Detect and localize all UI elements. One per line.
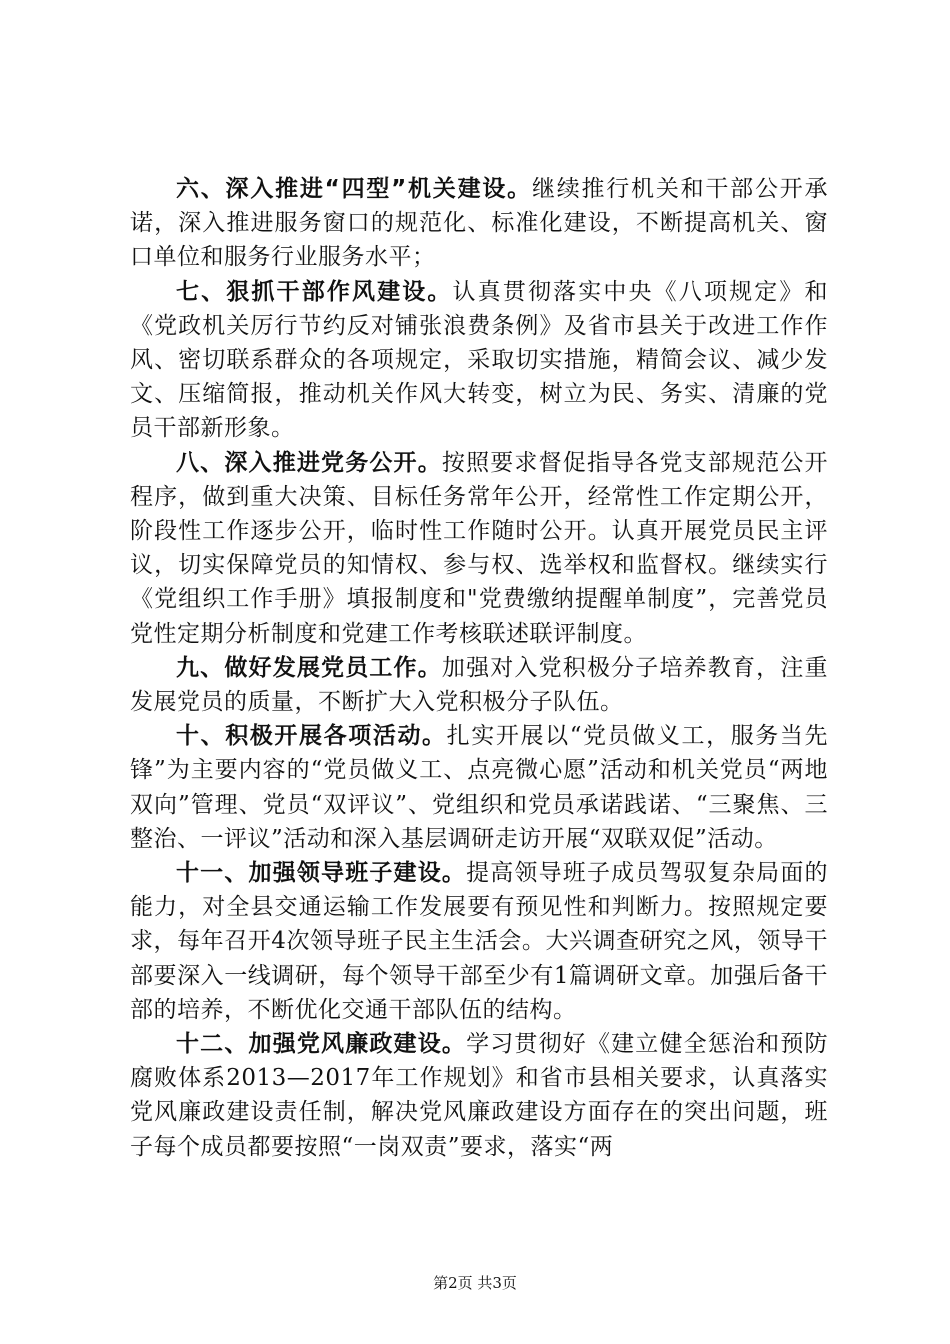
paragraph-11 <box>130 856 828 1027</box>
paragraph-heading: 六、深入推进“四型”机关建设。 <box>176 176 532 202</box>
paragraph-heading: 十二、加强党风廉政建设。 <box>176 1031 467 1058</box>
paragraph-text: 学习贯彻好《建立健全惩治和预防腐败体系2013—2017年工作规划》和省市县相关要求，认真落实党风廉政建设责任制，解决党风廉政建设方面存在的突出问题，班子每个成员都要按照“一岗双责”要求，落实“两 <box>130 1031 829 1160</box>
paragraph-heading: 八、深入推进党务公开。 <box>176 449 442 476</box>
paragraph-heading: 十、积极开展各项活动。 <box>176 723 447 750</box>
paragraph-heading: 七、狠抓干部作风建设。 <box>176 278 453 305</box>
paragraph-7 <box>130 275 828 446</box>
paragraph-text: 提高领导班子成员驾驭复杂局面的能力，对全县交通运输工作发展要有预见性和判断力。按照规定要求，每年召开4次领导班子民主生活会。大兴调查研究之风，领导干部要深入一线调研，每个领导干部至少有1篇调研文章。加强后备干部的培养，不断优化交通干部队伍的结构。 <box>130 860 829 1023</box>
page-footer: 第2页 共3页 <box>433 1274 517 1292</box>
paragraph-10 <box>130 719 828 856</box>
document-body <box>130 172 828 1164</box>
paragraph-12 <box>130 1027 828 1164</box>
paragraph-heading: 九、做好发展党员工作。 <box>176 654 442 681</box>
paragraph-6 <box>130 172 828 275</box>
paragraph-9 <box>130 651 828 719</box>
paragraph-text: 继续推行机关和干部公开承诺，深入推进服务窗口的规范化、标准化建设，不断提高机关、窗口单位和服务行业服务水平； <box>130 176 829 271</box>
paragraph-8 <box>130 446 828 651</box>
paragraph-text: 加强对入党积极分子培养教育，注重发展党员的质量，不断扩大入党积极分子队伍。 <box>130 654 829 716</box>
paragraph-text: 认真贯彻落实中央《八项规定》和《党政机关厉行节约反对铺张浪费条例》及省市县关于改进工作作风、密切联系群众的各项规定，采取切实措施，精简会议、减少发文、压缩简报，推动机关作风大转变，树立为民、务实、清廉的党员干部新形象。 <box>130 278 829 442</box>
paragraph-heading: 十一、加强领导班子建设。 <box>176 860 467 887</box>
paragraph-text: 按照要求督促指导各党支部规范公开程序，做到重大决策、目标任务常年公开，经常性工作定期公开，阶段性工作逐步公开，临时性工作随时公开。认真开展党员民主评议，切实保障党员的知情权、参与权、选举权和监督权。继续实行《党组织工作手册》填报制度和"党费缴纳提醒单制度”，完善党员党性定期分析制度和党建工作考核联述联评制度。 <box>130 449 829 647</box>
paragraph-text: 扎实开展以“党员做义工，服务当先锋”为主要内容的“党员做义工、点亮微心愿”活动和机关党员“两地双向”管理、党员“双评议”、党组织和党员承诺践诺、“三聚焦、三整治、一评议”活动和深入基层调研走访开展“双联双促”活动。 <box>130 723 829 852</box>
